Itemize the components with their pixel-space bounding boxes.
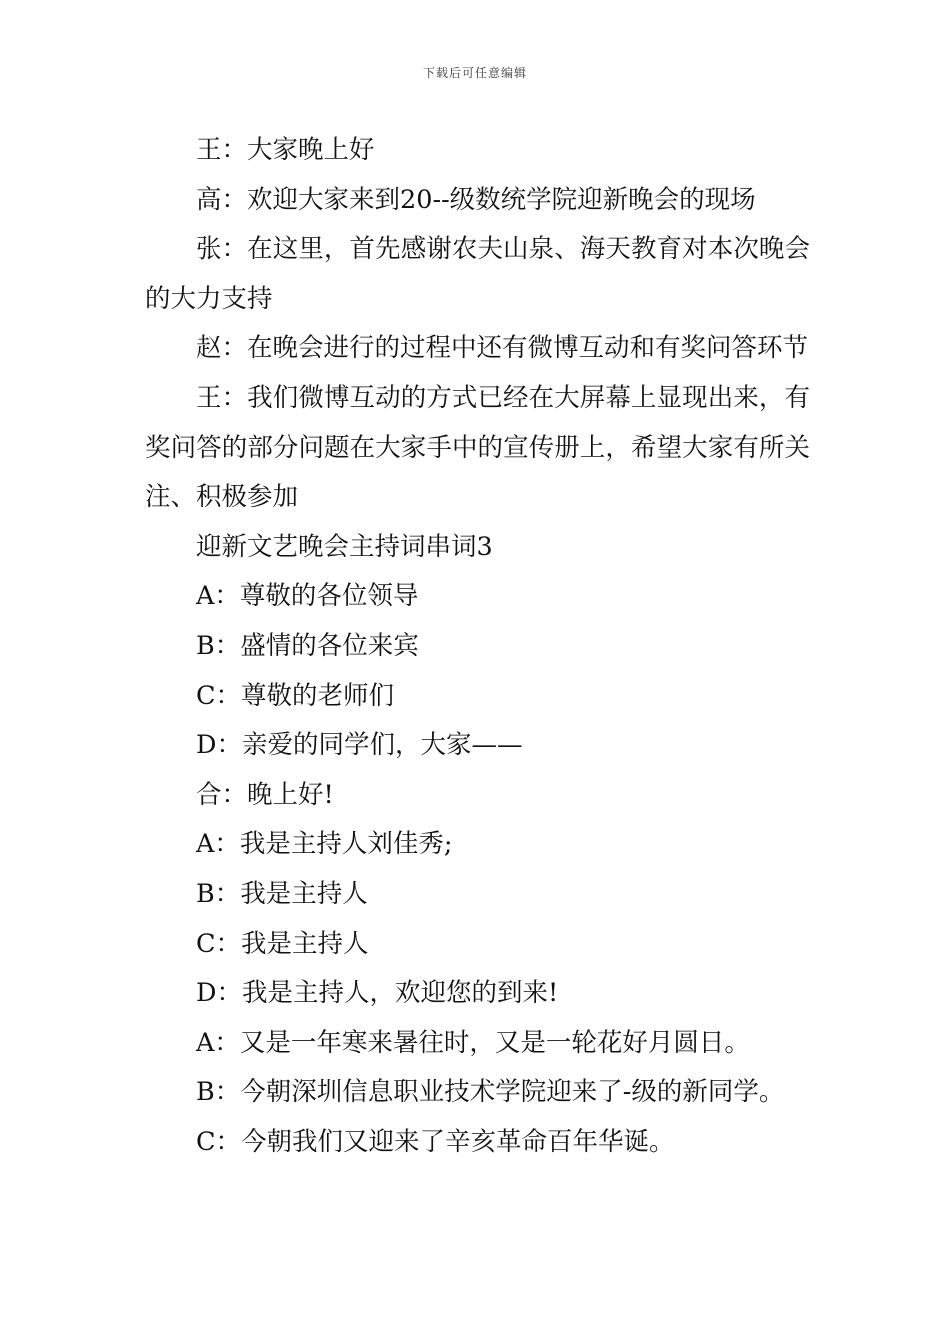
- page-header: 下载后可任意编辑: [422, 66, 527, 80]
- paragraph-8: B：盛情的各位来宾: [196, 630, 419, 661]
- paragraph-15: D：我是主持人，欢迎您的到来!: [196, 978, 559, 1009]
- paragraph-17: B：今朝深圳信息职业技术学院迎来了-级的新同学。: [196, 1077, 785, 1108]
- paragraph-4: 赵：在晚会进行的过程中还有微博互动和有奖问答环节: [196, 333, 809, 364]
- paragraph-7: A：尊敬的各位领导: [196, 581, 419, 612]
- paragraph-16: A：又是一年寒来暑往时，又是一轮花好月圆日。: [196, 1027, 750, 1058]
- paragraph-10: D：亲爱的同学们，大家——: [196, 730, 523, 761]
- paragraph-18: C：今朝我们又迎来了辛亥革命百年华诞。: [196, 1126, 675, 1157]
- paragraph-12: A：我是主持人刘佳秀;: [196, 829, 453, 860]
- paragraph-2: 高：欢迎大家来到20--级数统学院迎新晚会的现场: [196, 184, 756, 215]
- paragraph-11: 合：晚上好!: [196, 779, 334, 810]
- paragraph-1: 王：大家晚上好: [196, 135, 375, 165]
- paragraph-5: 王：我们微博互动的方式已经在大屏幕上显现出来，有奖问答的部分问题在大家手中的宣传册上，希望大家有所关注、积极参加: [145, 382, 810, 513]
- paragraph-14: C：我是主持人: [196, 928, 369, 959]
- paragraph-9: C：尊敬的老师们: [196, 680, 395, 711]
- paragraph-3: 张：在这里，首先感谢农夫山泉、海天教育对本次晚会的大力支持: [145, 234, 810, 314]
- section-heading: 迎新文艺晚会主持词串词3: [196, 531, 493, 562]
- document-body: [145, 126, 810, 1167]
- paragraph-13: B：我是主持人: [196, 878, 368, 909]
